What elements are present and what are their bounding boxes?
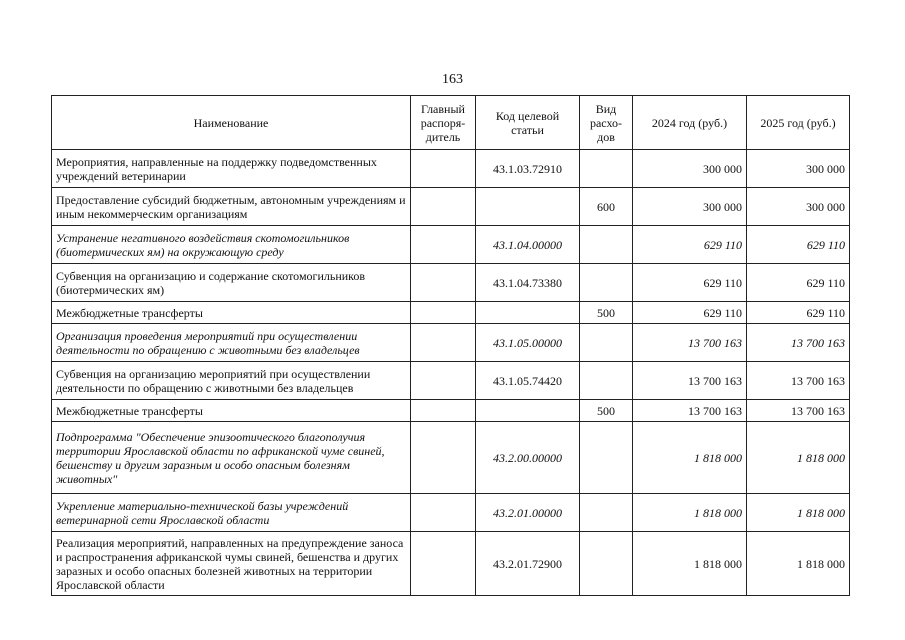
cell-name: Реализация мероприятий, направленных на предупреждение заноса и распространения африканской чумы свиней, бешенства и других заразных и особо опасных болезней животных на территории Ярославской области bbox=[52, 532, 411, 596]
table-row bbox=[52, 302, 850, 324]
cell-amount-2025: 1 818 000 bbox=[747, 532, 850, 596]
header-expense-type: Вид расхо- дов bbox=[580, 96, 633, 150]
header-year-2025: 2025 год (руб.) bbox=[747, 96, 850, 150]
cell-amount-2024: 1 818 000 bbox=[633, 532, 747, 596]
cell-target-code: 43.1.04.73380 bbox=[476, 264, 580, 302]
cell-expense-type bbox=[580, 226, 633, 264]
cell-amount-2024: 629 110 bbox=[633, 302, 747, 324]
cell-expense-type bbox=[580, 324, 633, 362]
cell-expense-type: 500 bbox=[580, 302, 633, 324]
table-body bbox=[52, 150, 850, 596]
table-row bbox=[52, 188, 850, 226]
cell-main-manager bbox=[411, 226, 476, 264]
cell-expense-type bbox=[580, 494, 633, 532]
cell-name: Субвенция на организацию и содержание скотомогильников (биотермических ям) bbox=[52, 264, 411, 302]
cell-amount-2025: 13 700 163 bbox=[747, 400, 850, 422]
cell-name: Укрепление материально-технической базы учреждений ветеринарной сети Ярославской области bbox=[52, 494, 411, 532]
cell-amount-2025: 1 818 000 bbox=[747, 422, 850, 494]
cell-target-code: 43.1.05.00000 bbox=[476, 324, 580, 362]
cell-amount-2025: 629 110 bbox=[747, 226, 850, 264]
cell-amount-2024: 300 000 bbox=[633, 150, 747, 188]
cell-name: Межбюджетные трансферты bbox=[52, 400, 411, 422]
cell-target-code: 43.1.04.00000 bbox=[476, 226, 580, 264]
cell-name: Устранение негативного воздействия скотомогильников (биотермических ям) на окружающую среду bbox=[52, 226, 411, 264]
cell-target-code: 43.1.05.74420 bbox=[476, 362, 580, 400]
cell-amount-2024: 629 110 bbox=[633, 264, 747, 302]
cell-target-code bbox=[476, 188, 580, 226]
cell-expense-type bbox=[580, 532, 633, 596]
header-target-code: Код целевой статьи bbox=[476, 96, 580, 150]
cell-target-code bbox=[476, 400, 580, 422]
cell-target-code: 43.1.03.72910 bbox=[476, 150, 580, 188]
table-row bbox=[52, 226, 850, 264]
cell-name: Организация проведения мероприятий при осуществлении деятельности по обращению с животными без владельцев bbox=[52, 324, 411, 362]
budget-table bbox=[51, 95, 850, 596]
cell-amount-2024: 1 818 000 bbox=[633, 422, 747, 494]
header-name: Наименование bbox=[52, 96, 411, 150]
cell-target-code: 43.2.01.72900 bbox=[476, 532, 580, 596]
table-row bbox=[52, 422, 850, 494]
cell-name: Мероприятия, направленные на поддержку подведомственных учреждений ветеринарии bbox=[52, 150, 411, 188]
table-row bbox=[52, 324, 850, 362]
cell-name: Подпрограмма "Обеспечение эпизоотического благополучия территории Ярославской области по африканской чуме свиней, бешенству и другим заразным и особо опасным болезням животных" bbox=[52, 422, 411, 494]
cell-amount-2024: 300 000 bbox=[633, 188, 747, 226]
cell-target-code: 43.2.00.00000 bbox=[476, 422, 580, 494]
header-year-2024: 2024 год (руб.) bbox=[633, 96, 747, 150]
cell-name: Субвенция на организацию мероприятий при осуществлении деятельности по обращению с животными без владельцев bbox=[52, 362, 411, 400]
cell-amount-2025: 300 000 bbox=[747, 188, 850, 226]
cell-main-manager bbox=[411, 188, 476, 226]
cell-main-manager bbox=[411, 362, 476, 400]
cell-amount-2025: 629 110 bbox=[747, 264, 850, 302]
table-row bbox=[52, 494, 850, 532]
cell-expense-type bbox=[580, 422, 633, 494]
table-row bbox=[52, 400, 850, 422]
table-row bbox=[52, 150, 850, 188]
cell-amount-2024: 629 110 bbox=[633, 226, 747, 264]
cell-main-manager bbox=[411, 150, 476, 188]
cell-amount-2025: 300 000 bbox=[747, 150, 850, 188]
cell-amount-2025: 629 110 bbox=[747, 302, 850, 324]
cell-main-manager bbox=[411, 302, 476, 324]
cell-amount-2024: 13 700 163 bbox=[633, 400, 747, 422]
cell-expense-type: 500 bbox=[580, 400, 633, 422]
table-header-row bbox=[52, 96, 850, 150]
header-main-manager: Главный распоря- дитель bbox=[411, 96, 476, 150]
table-row bbox=[52, 532, 850, 596]
cell-main-manager bbox=[411, 400, 476, 422]
cell-expense-type: 600 bbox=[580, 188, 633, 226]
cell-main-manager bbox=[411, 422, 476, 494]
cell-amount-2025: 1 818 000 bbox=[747, 494, 850, 532]
cell-target-code bbox=[476, 302, 580, 324]
cell-target-code: 43.2.01.00000 bbox=[476, 494, 580, 532]
cell-name: Межбюджетные трансферты bbox=[52, 302, 411, 324]
page-number: 163 bbox=[442, 72, 463, 87]
table-row bbox=[52, 264, 850, 302]
cell-amount-2025: 13 700 163 bbox=[747, 362, 850, 400]
cell-amount-2025: 13 700 163 bbox=[747, 324, 850, 362]
cell-main-manager bbox=[411, 264, 476, 302]
cell-main-manager bbox=[411, 532, 476, 596]
cell-main-manager bbox=[411, 494, 476, 532]
cell-amount-2024: 13 700 163 bbox=[633, 324, 747, 362]
cell-amount-2024: 13 700 163 bbox=[633, 362, 747, 400]
table-row bbox=[52, 362, 850, 400]
cell-amount-2024: 1 818 000 bbox=[633, 494, 747, 532]
cell-expense-type bbox=[580, 264, 633, 302]
cell-expense-type bbox=[580, 150, 633, 188]
cell-main-manager bbox=[411, 324, 476, 362]
cell-name: Предоставление субсидий бюджетным, автономным учреждениям и иным некоммерческим организациям bbox=[52, 188, 411, 226]
cell-expense-type bbox=[580, 362, 633, 400]
